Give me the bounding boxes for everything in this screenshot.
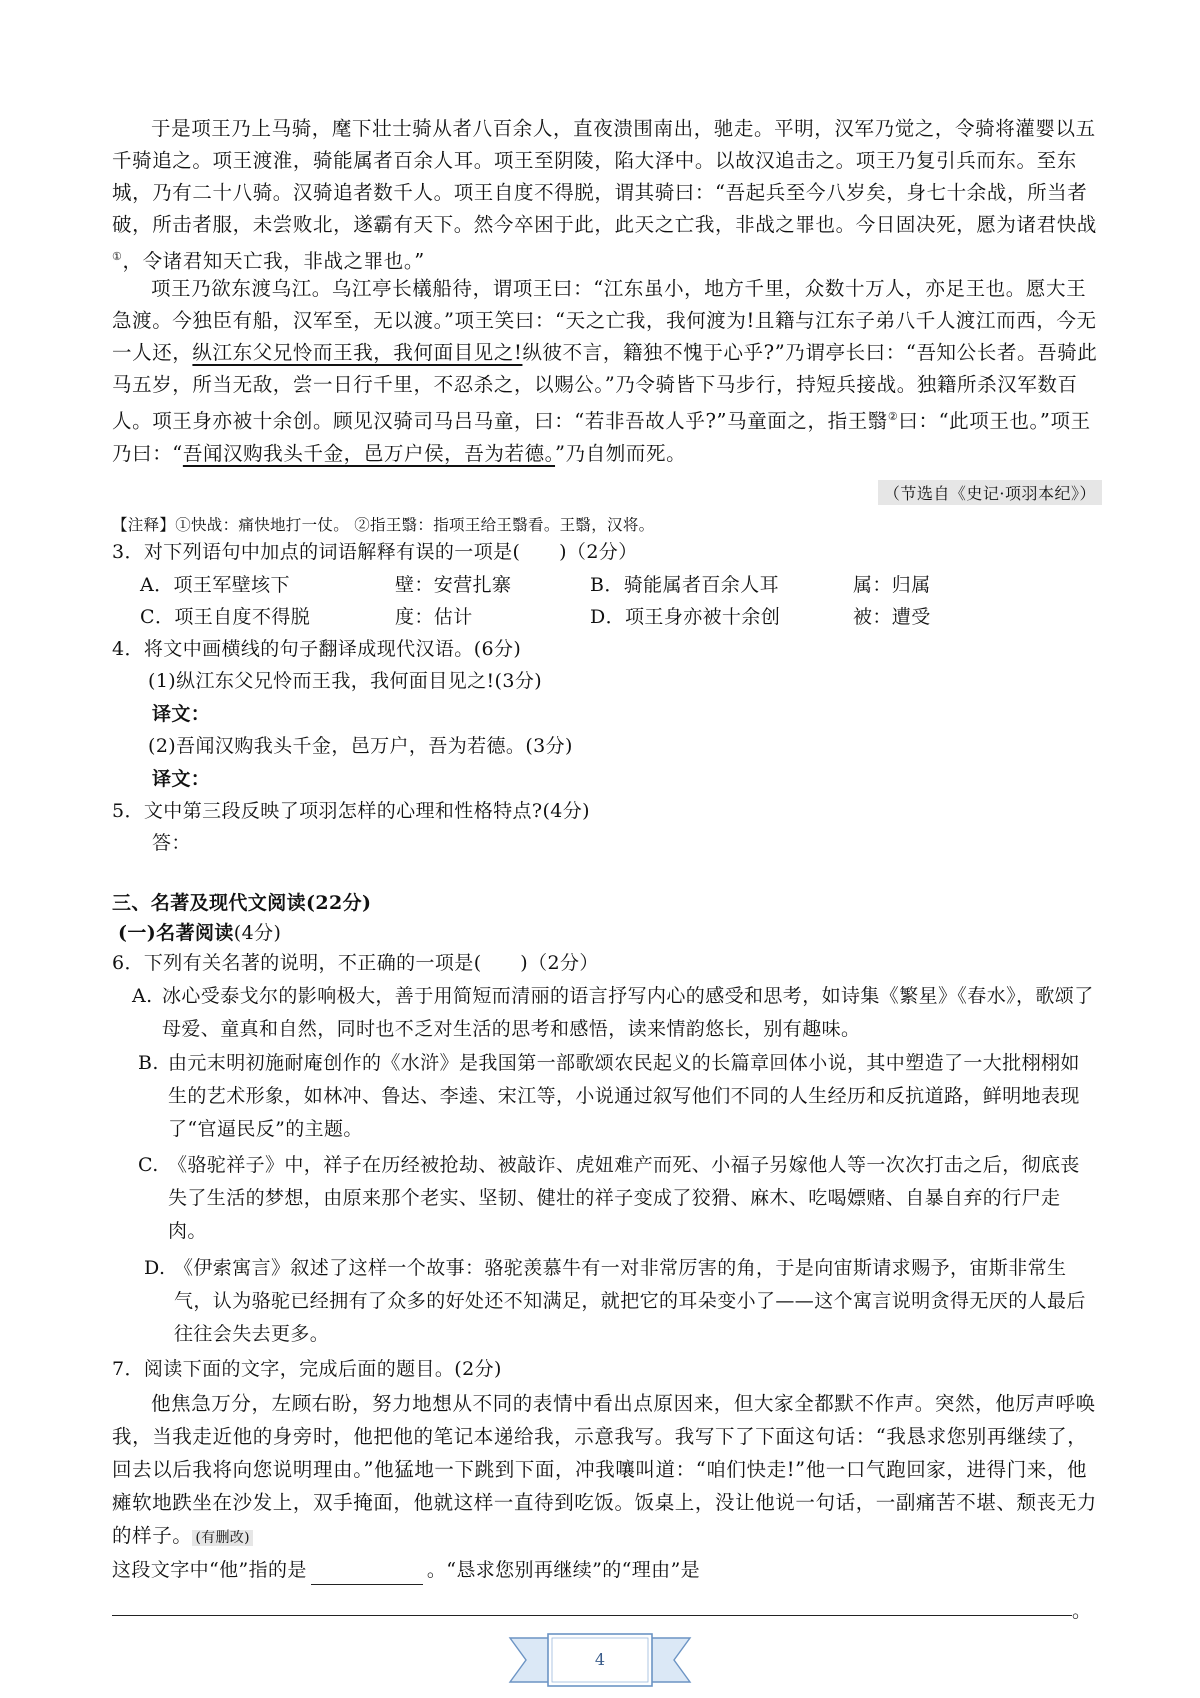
annotation-notes: 【注释】①快战：痛快地打一仗。 ②指王翳：指项王给王翳看。王翳，汉将。 (112, 516, 655, 534)
footnote-marker: ② (887, 410, 899, 423)
passage-paragraph-1 (112, 113, 1102, 278)
passage-text: 项王乃欲东渡乌江。乌江亭长檥船待，谓项王曰：“江东虽小，地方千里，众数十万人，亦足王也。愿大王急渡。今独臣有船，汉军至，无以渡。”项王笑曰：“天之亡我，我何渡为!且籍与江东子弟八千人渡江而西，今无一人还， (112, 277, 1097, 364)
underlined-sentence-1: 纵江东父兄怜而王我，我何面目见之! (192, 341, 523, 364)
edited-note: (有删改) (192, 1530, 252, 1546)
q4-translation-label-2: 译文： (152, 768, 211, 790)
option-text: 《伊索寓言》叙述了这样一个故事：骆驼羡慕牛有一对非常厉害的角，于是向宙斯请求赐予，宙斯非常生气，认为骆驼已经拥有了众多的好处还不知满足，就把它的耳朵变小了——这个寓言说明贪得无厌的人最后往往会失去更多。 (174, 1257, 1086, 1345)
passage-text: 于是项王乃上马骑，麾下壮士骑从者八百余人，直夜溃围南出，驰走。平明，汉军乃觉之，令骑将灌婴以五千骑追之。项王渡淮，骑能属者百余人耳。项王至阴陵，陷大泽中。以故汉追击之。项王乃复引兵而东。至东城，乃有二十八骑。汉骑追者数千人。项王自度不得脱，谓其骑曰：“吾起兵至今八岁矣，身七十余战，所当者破，所击者服，未尝败北，遂霸有天下。然今卒困于此，此天之亡我，非战之罪也。今日固决死，愿为诸君快战 (112, 117, 1097, 236)
passage-text: 曰：“此项王也。”项王乃曰：“ (112, 409, 1091, 465)
q4-translation-label-1: 译文： (152, 703, 211, 725)
answer-line[interactable] (112, 1615, 1072, 1616)
subsection-title: (一)名著阅读 (118, 922, 234, 944)
q4-sentence-2: (2)吾闻汉购我头千金，邑万户，吾为若德。(3分) (148, 735, 573, 757)
q3-option-a-def: 壁：安营扎寨 (395, 574, 512, 596)
q4-sentence-1: (1)纵江东父兄怜而王我，我何面目见之!(3分) (148, 670, 543, 692)
passage-text: ”乃自刎而死。 (555, 441, 687, 465)
q6-option-b (138, 1047, 1098, 1146)
q3-option-d-def: 被：遭受 (853, 606, 931, 628)
q3-option-b: B．骑能属者百余人耳 (590, 574, 779, 596)
question-3-stem: 3．对下列语句中加点的词语解释有误的一项是( )（2分） (112, 541, 638, 563)
option-label: A. (132, 985, 153, 1007)
option-text: 《骆驼祥子》中，祥子在历经被抢劫、被敲诈、虎妞难产而死、小福子另嫁他人等一次次打击之后，彻底丧失了生活的梦想，由原来那个老实、坚韧、健壮的祥子变成了狡猾、麻木、吃喝嫖赌、自暴自弃的行尸走肉。 (168, 1154, 1080, 1242)
footnote-marker: ① (112, 250, 123, 263)
passage-text: 他焦急万分，左顾右盼，努力地想从不同的表情中看出点原因来，但大家全都默不作声。突然，他厉声呼唤我，当我走近他的身旁时，他把他的笔记本递给我，示意我写。我写下了下面这句话：“我恳求您别再继续了，回去以后我将向您说明理由。”他猛地一下跳到下面，冲我嚷叫道：“咱们快走!”他一口气跑回家，进得门来，他瘫软地跌坐在沙发上，双手掩面，他就这样一直待到吃饭。饭桌上，没让他说一句话，一副痛苦不堪、颓丧无力的样子。 (112, 1392, 1097, 1547)
q6-option-d (144, 1252, 1099, 1351)
option-text: 由元末明初施耐庵创作的《水浒》是我国第一部歌颂农民起义的长篇章回体小说，其中塑造了一大批栩栩如生的艺术形象，如林冲、鲁达、李逵、宋江等，小说通过叙写他们不同的人生经历和反抗道路，鲜明地表现了“官逼民反”的主题。 (168, 1052, 1080, 1140)
q6-option-a (132, 980, 1097, 1046)
q7-passage (112, 1387, 1102, 1555)
underlined-sentence-2: 吾闻汉购我头千金，邑万户侯，吾为若德。 (182, 441, 556, 465)
question-text: 。“恳求您别再继续”的“理由”是 (426, 1559, 701, 1581)
section-3-title: 三、名著及现代文阅读(22分) (112, 892, 372, 914)
page-number: 4 (594, 1650, 606, 1669)
option-label: B. (138, 1052, 159, 1074)
option-label: D. (144, 1257, 166, 1279)
question-text: 这段文字中“他”指的是 (112, 1559, 307, 1581)
question-6-stem: 6．下列有关名著的说明，不正确的一项是( )（2分） (112, 952, 599, 974)
question-7-stem: 7．阅读下面的文字，完成后面的题目。(2分) (112, 1358, 502, 1380)
section-3-subtitle (118, 918, 281, 948)
question-5-stem: 5．文中第三段反映了项羽怎样的心理和性格特点?(4分) (112, 800, 590, 822)
q3-option-c: C．项王自度不得脱 (140, 606, 311, 628)
subsection-score: (4分) (233, 922, 282, 944)
passage-text: 纵彼不言，籍独不愧于心乎?”乃谓亭长曰：“吾知公长者。吾骑此马五岁，所当无敌，尝一日行千里，不忍杀之，以赐公。”乃令骑皆下马步行，持短兵接战。独籍所杀汉军数百人。项王身亦被十余创。顾见汉骑司马吕马童，曰：“若非吾故人乎?”马童面之，指王翳 (112, 341, 1098, 433)
question-4-stem: 4．将文中画横线的句子翻译成现代汉语。(6分) (112, 638, 522, 660)
q3-option-a: A．项王军壁垓下 (140, 574, 290, 596)
q7-question (112, 1555, 700, 1585)
option-label: C. (138, 1154, 159, 1176)
option-text: 冰心受泰戈尔的影响极大，善于用简短而清丽的语言抒写内心的感受和思考，如诗集《繁星》《春水》，歌颂了母爱、童真和自然，同时也不乏对生活的思考和感悟，读来情韵悠长，别有趣味。 (162, 985, 1094, 1040)
q3-option-c-def: 度：估计 (395, 606, 473, 628)
q3-option-b-def: 属：归属 (853, 574, 931, 596)
passage-paragraph-2 (112, 273, 1102, 470)
q3-option-d: D．项王身亦被十余创 (590, 606, 781, 628)
answer-blank[interactable] (311, 1562, 423, 1585)
q6-option-c (138, 1149, 1098, 1248)
passage-text: ，令诸君知天亡我，非战之罪也。” (122, 249, 425, 273)
source-citation: （节选自《史记·项羽本纪》） (878, 480, 1102, 505)
q5-answer-label: 答： (152, 832, 191, 854)
page-number-ribbon (500, 1630, 700, 1690)
answer-line-end: 。 (1072, 1600, 1092, 1622)
